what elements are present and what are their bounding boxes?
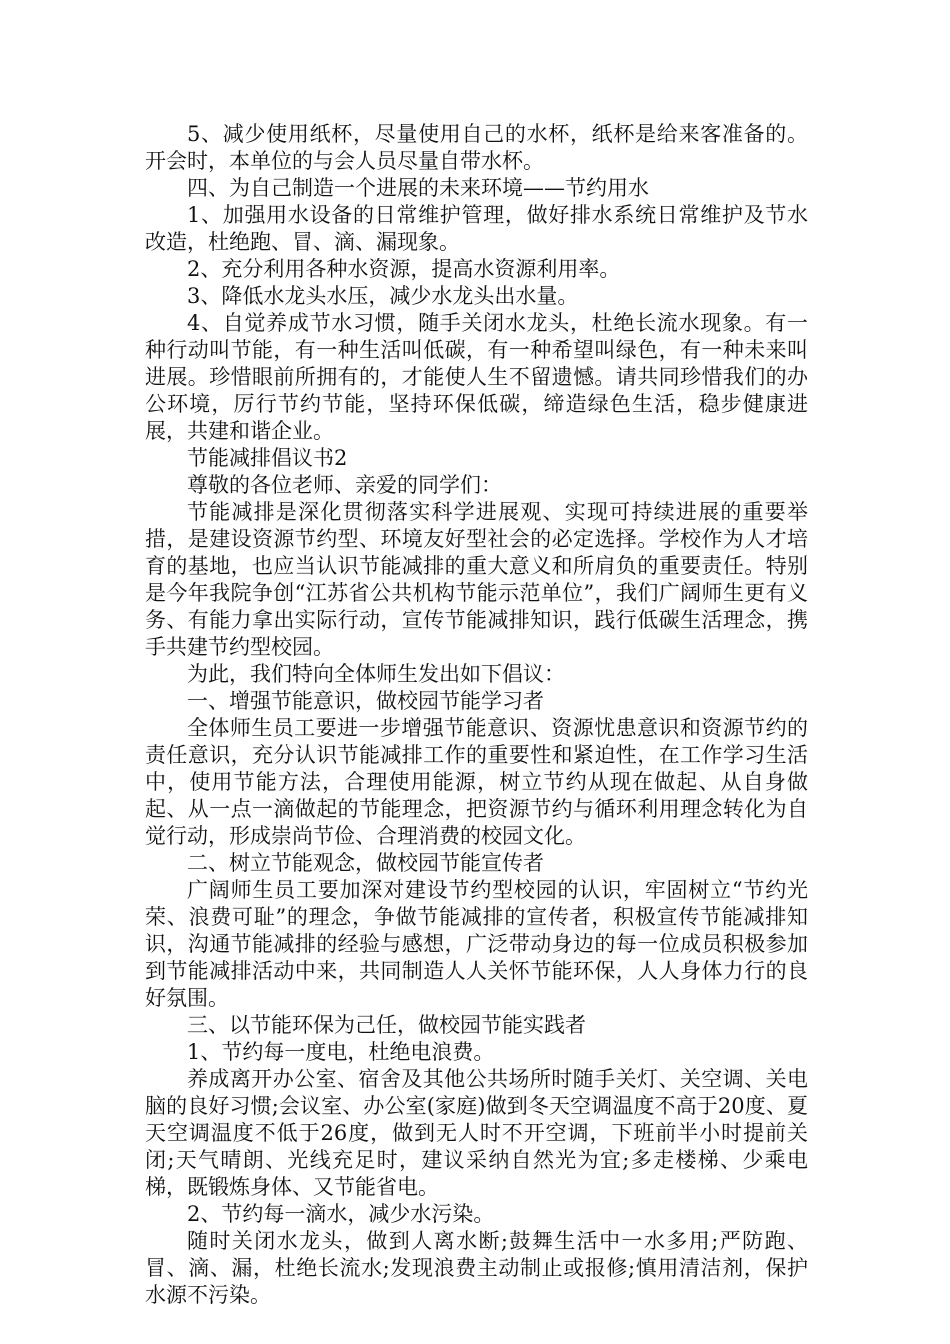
paragraph: 4、自觉养成节水习惯，随手关闭水龙头，杜绝长流水现象。有一种行动叫节能，有一种生活叫低碳，有一种希望叫绿色，有一种未来叫进展。珍惜眼前所拥有的，才能使人生不留遗憾。请共同珍惜我们的办公环境，厉行节约节能，坚持环保低碳，缔造绿色生活，稳步健康进展，共建和谐企业。 <box>145 311 808 443</box>
paragraph: 1、加强用水设备的日常维护管理，做好排水系统日常维护及节水改造，杜绝跑、冒、滴、漏现象。 <box>145 203 808 254</box>
paragraph: 为此，我们特向全体师生发出如下倡议： <box>187 662 565 686</box>
paragraph: 随时关闭水龙头，做到人离水断;鼓舞生活中一水多用;严防跑、冒、滴、漏，杜绝长流水;发现浪费主动制止或报修;慎用清洁剂，保护水源不污染。 <box>145 1229 808 1307</box>
paragraph: 节能减排是深化贯彻落实科学进展观、实现可持续进展的重要举措，是建设资源节约型、环境友好型社会的必定选择。学校作为人才培育的基地，也应当认识节能减排的重大意义和所肩负的重要责任。特别是今年我院争创“江苏省公共机构节能示范单位”，我们广阔师生更有义务、有能力拿出实际行动，宣传节能减排知识，践行低碳生活理念，携手共建节约型校园。 <box>145 500 808 659</box>
paragraph: 养成离开办公室、宿舍及其他公共场所时随手关灯、关空调、关电脑的良好习惯;会议室、办公室(家庭)做到冬天空调温度不高于20度、夏天空调温度不低于26度，做到无人时不开空调，下班前半小时提前关闭;天气晴朗、光线充足时，建议采纳自然光为宜;多走楼梯、少乘电梯，既锻炼身体、又节能省电。 <box>145 1067 808 1199</box>
section-heading: 二、树立节能观念，做校园节能宣传者 <box>187 851 544 875</box>
paragraph: 5、减少使用纸杯，尽量使用自己的水杯，纸杯是给来客准备的。开会时，本单位的与会人员尽量自带水杯。 <box>145 122 808 173</box>
paragraph: 1、节约每一度电，杜绝电浪费。 <box>187 1040 495 1064</box>
paragraph: 2、节约每一滴水，减少水污染。 <box>187 1202 495 1226</box>
paragraph: 2、充分利用各种水资源，提高水资源利用率。 <box>187 257 621 281</box>
paragraph: 全体师生员工要进一步增强节能意识、资源忧患意识和资源节约的责任意识，充分认识节能减排工作的重要性和紧迫性，在工作学习生活中，使用节能方法，合理使用能源，树立节约从现在做起、从自身做起、从一点一滴做起的节能理念，把资源节约与循环利用理念转化为自觉行动，形成崇尚节俭、合理消费的校园文化。 <box>145 716 808 848</box>
paragraph: 广阔师生员工要加深对建设节约型校园的认识，牢固树立“节约光荣、浪费可耻”的理念，争做节能减排的宣传者，积极宣传节能减排知识，沟通节能减排的经验与感想，广泛带动身边的每一位成员积极参加到节能减排活动中来，共同制造人人关怀节能环保，人人身体力行的良好氛围。 <box>145 878 808 1010</box>
section-heading: 三、以节能环保为己任，做校园节能实践者 <box>187 1013 586 1037</box>
paragraph: 3、降低水龙头水压，减少水龙头出水量。 <box>187 284 579 308</box>
document-title: 节能减排倡议书2 <box>187 446 348 470</box>
section-heading: 一、增强节能意识，做校园节能学习者 <box>187 689 544 713</box>
document-body <box>145 121 808 1309</box>
section-heading: 四、为自己制造一个进展的未来环境——节约用水 <box>187 176 649 200</box>
salutation: 尊敬的各位老师、亲爱的同学们： <box>187 473 502 497</box>
